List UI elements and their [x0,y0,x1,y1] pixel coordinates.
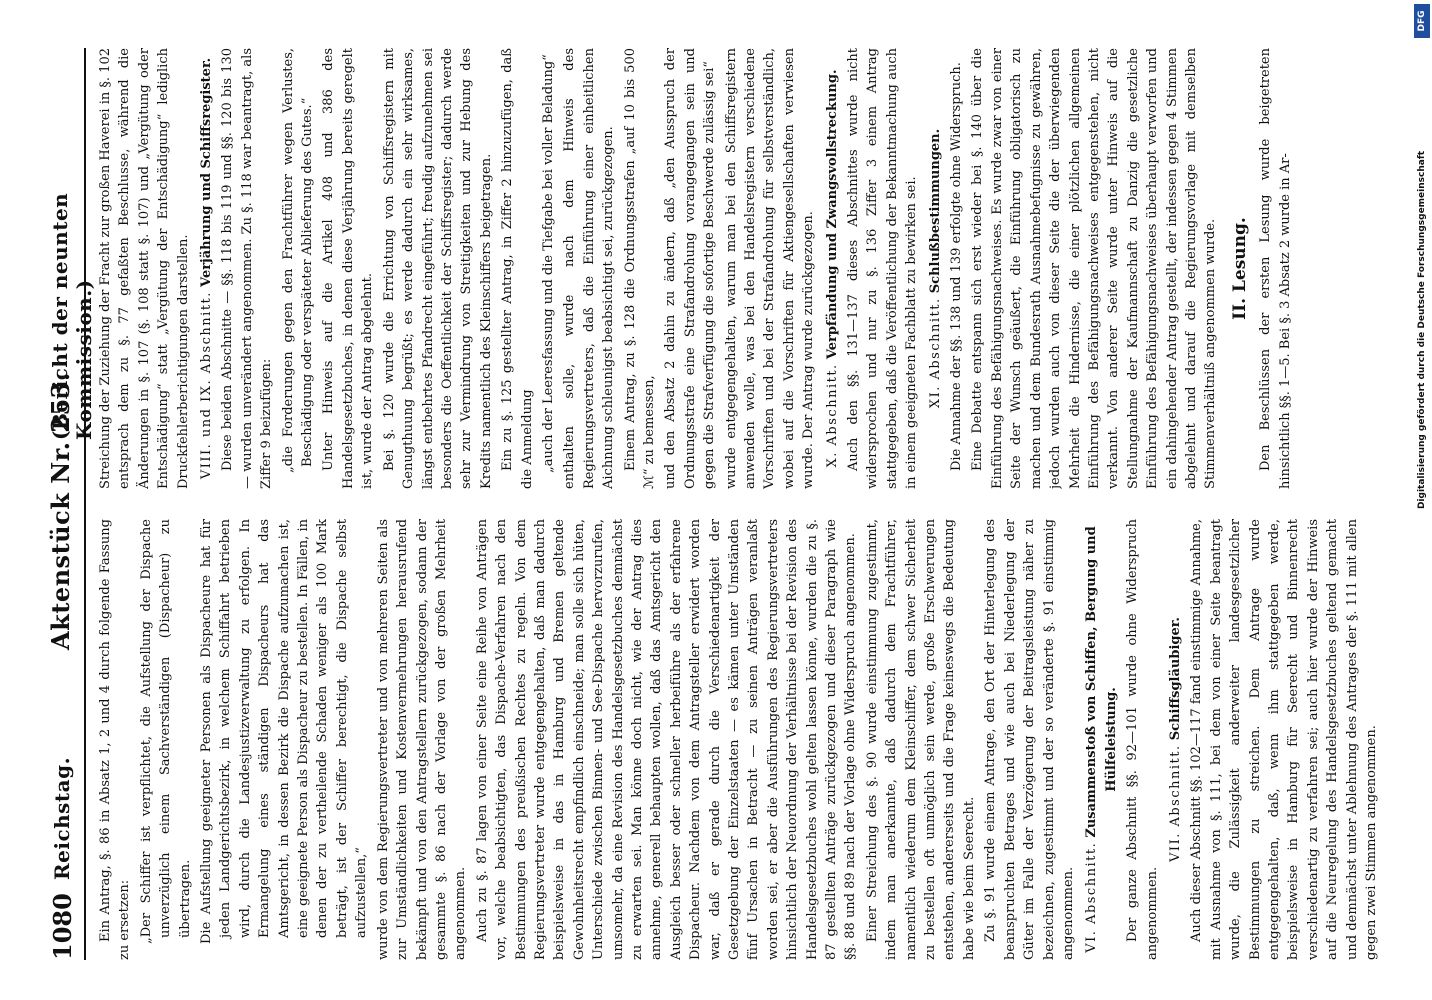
paragraph: Ein Antrag, §. 86 in Absatz 1, 2 und 4 durch folgende Fassung zu ersetzen: [98,519,133,960]
column-right [96,48,1380,489]
section-title: Zusammenstoß von Schiffen, Bergung und Hülfeleistung. [1084,526,1119,838]
section-heading-large: II. Lesung. [1229,217,1250,320]
section-label: XI. Abschnitt. [927,297,943,409]
digitization-credit [1412,0,1432,1000]
dfg-logo-label: DFG [1417,10,1427,32]
section-label: X. Abschnitt. [824,363,840,468]
section-heading [926,48,945,489]
paragraph: Diese beiden Abschnitte — §§. 118 bis 119 und §§. 120 bis 130 — wurden unverändert angenommen. Zu §. 118 war beantragt, als Ziffer 9 beizufügen: [220,48,275,489]
section-title: Verpfändung und Zwangsvollstreckung. [824,69,840,360]
section-title: Schiffsgläubiger. [1167,617,1183,741]
text-columns [96,48,1380,960]
section-heading [823,48,842,489]
column-left [96,519,1380,960]
paragraph: Ein zu §. 125 gestellter Antrag, in Ziffer 2 hinzuzufügen, daß die Anmeldung [500,48,535,489]
section-label: VII. Abschnitt. [1167,744,1183,862]
paragraph: Bei §. 120 wurde die Errichtung von Schiffsregistern mit Genugthuung begrüßt; es werde dadurch ein sehr wirksames, längst entbehrtes Pfandrecht eingeführt; freudig aufzunehmen sei besonders die Oeffentlichkeit der Schiffsregister; dadurch werde sehr zur Vermindrung von Streitigkeiten und zur Hebung des Kredits namentlich des Kleinschiffers beigetragen. [381,48,494,489]
paragraph: Eine Debatte entspann sich erst wieder bei §. 140 über die Einführung des Befähigungsnachweises. Es wurde zwar von einer Seite der Wunsch geäußert, die Einführung obligatorisch zu machen und dem Bundesrath Ausnahmebefugnisse zu gewähren, jedoch wurden auch von dieser Seite die der überwiegenden Mehrheit die Hindernisse, die einer plötzlichen allgemeinen Einführung des Befähigungsnachweises entgegenstehen, nicht verkannt. Von anderer Seite wurde unter Hinweis auf die Stellungnahme der Kaufmannschaft zu Danzig die gesetzliche Einführung des Befähigungsnachweises überhaupt verworfen und ein dahingehender Antrag gestellt, der indessen gegen 4 Stimmen abgelehnt und darauf die Regierungsvorlage mit demselben Stimmenverhältniß angenommen wurde. [970,48,1219,489]
header-right-title: (Bericht der neunten Kommission.) [48,192,96,440]
paragraph: Auch dieser Abschnitt §§. 102—117 fand einstimmige Annahme, mit Ausnahme von §. 111, bei dem von einer Seite beantragt wurde, die Zulässigkeit anderweiter landesgesetzlicher Bestimmungen zu streichen. Dem Antrage wurde entgegengehalten, daß, wenn ihm stattgegeben werde, beispielsweise in Hamburg für Seerecht und Binnenrecht verschiedenartig zu verfahren sei; auch hier wurde der Hinweis auf die Neuregelung des Handelsgesetzbuches geltend gemacht und demnächst unter Ablehnung des Antrages der §. 111 mit allen gegen zwei Stimmen angenommen. [1189,519,1379,960]
section-label: VIII. und IX. Abschnitt. [199,291,215,480]
paragraph: Zu §. 91 wurde einem Antrage, den Ort der Hinterlegung des beanspruchten Betrages und wie auch bei Niederlegung der Güter im Falle der Verzögerung der Beitragsleistung näher zu bezeichnen, zugestimmt und der so veränderte §. 91 einstimmig angenommen. [983,519,1076,960]
quote: „die Forderungen gegen den Frachtführer wegen Verlustes, Beschädigung oder verspäteter Ablieferung des Gutes.“ [280,48,316,473]
paragraph: Streichung der Zuziehung der Fracht zur großen Haverei in §. 102 entsprach dem zu §. 77 gefaßten Beschlusse, während die Änderungen in §. 107 (§. 108 statt §. 107) und „Vergütung oder Entschädigung“ statt „Vergütung der Entschädigung“ lediglich Druckfehlerberichtigungen darstellen. [98,48,191,489]
page-number: 1080 [48,893,77,960]
paragraph: Die Annahme der §§. 138 und 139 erfolgte ohne Widerspruch. [949,62,965,471]
section-heading [1082,519,1121,960]
header-document: Aktenstück Nr. 253. [46,372,75,650]
paragraph: Den Beschlüssen der ersten Lesung wurde beigetreten hinsichtlich §§. 1—5. Bei §. 3 Absatz 2 wurde in Ar- [1258,48,1293,489]
paragraph: Unter Hinweis auf die Artikel 408 und 386 des Handelsgesetzbuches, in denen diese Verjährung bereits geregelt ist, wurde der Antrag abgelehnt. [321,48,376,489]
paragraph: und den Absatz 2 dahin zu ändern, daß „den Ausspruch der Ordnungsstrafe eine Strafandrohung vorangegangen sein und gegen die Strafverfügung die sofortige Beschwerde zulässig sei“ [663,48,718,489]
section-heading [197,48,216,489]
credit-text: Digitalisierung gefördert durch die Deutsche Forschungsgemeinschaft [1417,150,1427,510]
paragraph: Einem Antrag, zu §. 128 die Ordnungsstrafen „auf 10 bis 500 ℳ“ zu bemessen, [622,48,657,489]
quote: Die Aufstellung geeigneter Personen als Dispacheure hat für jeden Landgerichtsbezirk, in welchem Schiffahrt betrieben wird, durch die Landesjustizverwaltung zu erfolgen. In Ermangelung eines ständigen Dispacheurs hat das Amtsgericht, in dessen Bezirk die Dispache aufzumachen ist, eine geeignete Person als Dispacheur zu bestellen. In Fällen, in denen der zu vertheilende Schaden weniger als 100 Mark beträgt, ist der Schiffer berechtigt, die Dispache selbst aufzustellen,“ [199,519,370,944]
paragraph: enthalten solle, wurde nach dem Hinweis des Regierungsvertreters, daß die Einführung einer einheitlichen Aichnung schleunigst beabsichtigt sei, zurückgezogen. [562,48,617,489]
section-heading [1166,519,1185,960]
section-label: VI. Abschnitt. [1084,841,1100,953]
quote: „Der Schiffer ist verpflichtet, die Aufstellung der Dispache unverzüglich einem Sachverständigen (Dispacheur) zu übertragen. [138,519,193,944]
dfg-logo [1414,4,1430,38]
section-title: Verjährung und Schiffsregister. [199,57,215,287]
paragraph: Auch zu §. 87 lagen von einer Seite eine Reihe von Anträgen vor, welche beabsichtigten, das Dispache-Verfahren nach den Bestimmungen des preußischen Rechtes zu regeln. Von dem Regierungsvertreter wurde entgegengehalten, daß man dadurch beispielsweise in das in Hamburg und Bremen geltende Gewohnheitsrecht empfindlich einschneide; man solle sich hüten, Unterschiede zwischen Binnen- und See-Dispache hervorzurufen, umsomehr, da eine Revision des Handelsgesetzbuches demnächst zu erwarten sei. Man könne doch nicht, wie der Antrag dies annehme, generell behaupten wollen, daß das Amtsgericht den Ausgleich besser oder schneller herbeiführe als der erfahrene Dispacheur. Nachdem von dem Antragsteller erwidert worden war, daß er gerade durch die Verschiedenartigkeit der Gesetzgebung der Einzelstaaten — es kämen unter Umständen fünf Ursachen in Betracht — zu seinen Anträgen veranlaßt worden sei, er aber die Ausführungen des Regierungsvertreters hinsichtlich der Neuordnung der Verhältnisse bei der Revision des Handelsgesetzbuches wohl gelten lassen könne, wurden die zu §. 87 gestellten Anträge zurückgezogen und dieser Paragraph wie §§. 88 und 89 nach der Vorlage ohne Widerspruch angenommen. [474,519,859,960]
paragraph: Der ganze Abschnitt §§. 92—101 wurde ohne Widerspruch angenommen. [1125,519,1160,960]
paragraph: wurde von dem Regierungsvertreter und von mehreren Seiten als zur Umständlichkeiten und Kostenvermehrungen herausrufend bekämpft und von den Antragstellern zurückgezogen, sodann der gesammte §. 86 nach der Vorlage von der großen Mehrheit angenommen. [375,519,469,960]
page-header [40,48,96,960]
section-title: Schlußbestimmungen. [927,128,943,294]
paragraph: wurde entgegengehalten, warum man bei den Schiffsregistern anwenden wolle, was bei den Handelsregistern verschiedene Vorschriften und bei der Strafandrohung für selbstverständlich, wobei auf die Vorschriften für Aktiengesellschaften verwiesen wurde. Der Antrag wurde zurückgezogen. [723,48,817,489]
header-left-title: Reichstag. [50,756,74,880]
paragraph: Auch den §§. 131—137 dieses Abschnittes wurde nicht widersprochen und nur zu §. 136 Ziffer 3 einem Antrag stattgegeben, daß die Veröffentlichung der Bekanntmachung auch in einem geeigneten Fachblatt zu bewirken sei. [846,48,920,489]
quote: „auch der Leeresfassung und die Tiefgabe bei voller Beladung“ [540,54,556,473]
paragraph: Einer Streichung des §. 90 wurde einstimmung zugestimmt, indem man anerkannte, daß dadurch dem Frachtführer, namentlich wiederum dem Kleinschiffer, dem schwer Sicherheit zu bestellen oft unmöglich sein werde, große Erschwerungen entstehen, andererseits und die Frage keineswegs die Bedeutung habe wie beim Seerecht. [864,519,977,960]
